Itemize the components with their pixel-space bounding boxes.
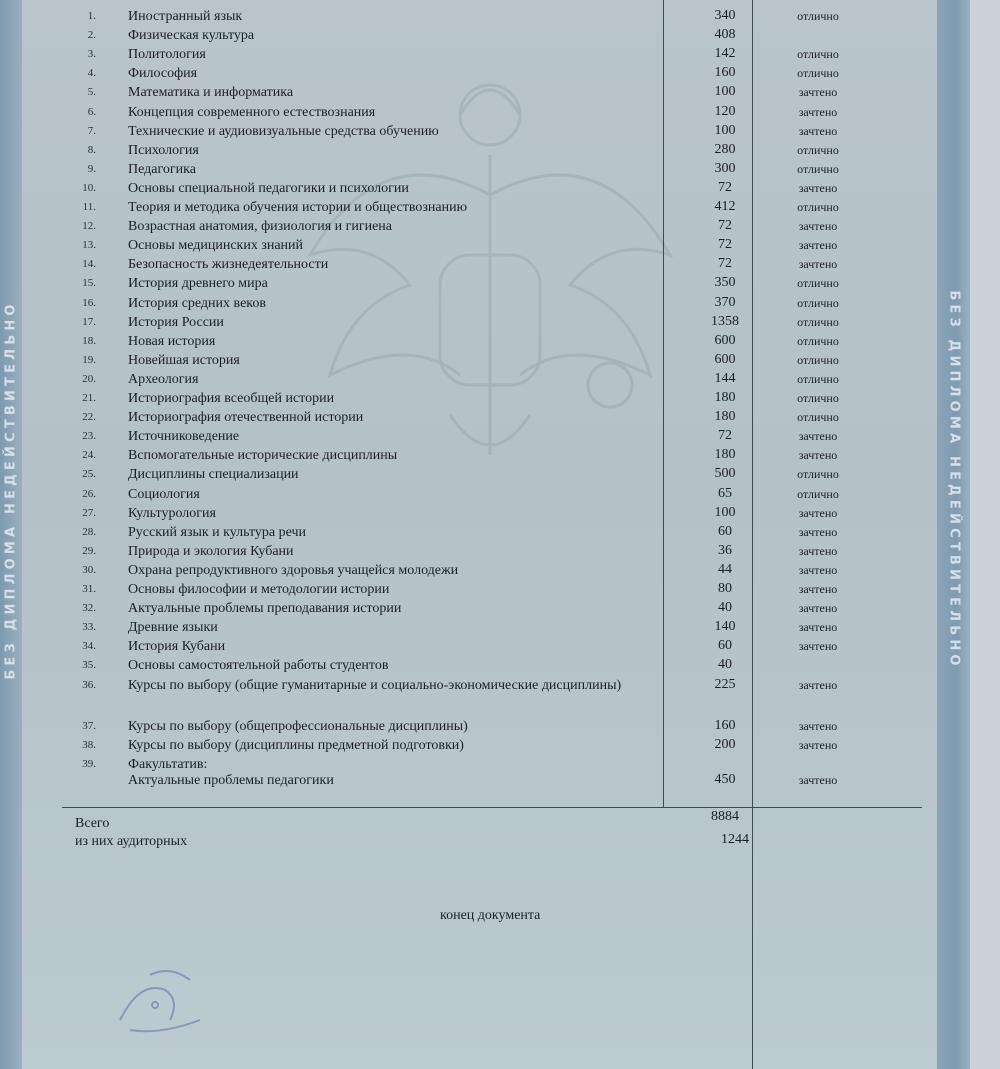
table-row (0, 65, 937, 84)
row-number: 1. (87, 10, 96, 22)
table-row (0, 505, 937, 524)
row-number: 36. (82, 678, 96, 691)
course-grade: отлично (797, 161, 839, 176)
course-title: Педагогика (128, 161, 196, 177)
course-grade: отлично (797, 352, 839, 367)
course-hours: 300 (714, 160, 736, 176)
table-row (0, 199, 937, 218)
row-number: 22. (82, 411, 96, 424)
course-title: Новая история (128, 333, 216, 349)
course-title: История России (128, 314, 224, 330)
course-title: Философия (128, 66, 198, 82)
course-grade: отлично (797, 200, 839, 214)
row-number: 14. (82, 258, 96, 271)
table-row (0, 123, 937, 142)
course-grade: зачтено (798, 123, 838, 138)
course-grade: отлично (797, 467, 839, 482)
table-row (0, 524, 937, 543)
end-of-document: конец документа (440, 908, 541, 923)
table-row (0, 256, 937, 275)
table-bottom-rule (62, 807, 922, 808)
table-row (0, 275, 937, 294)
course-hours: 60 (718, 638, 732, 654)
course-grade: зачтено (798, 562, 838, 577)
course-title: Физическая культура (128, 28, 255, 44)
table-row (0, 352, 937, 371)
course-grade: зачтено (798, 582, 838, 596)
row-number: 37. (82, 719, 96, 732)
course-hours: 280 (714, 141, 736, 157)
course-title: Курсы по выбору (общепрофессиональные дисциплины) (128, 718, 468, 734)
course-hours: 72 (718, 256, 732, 272)
row-number: 26. (82, 487, 96, 500)
course-hours: 160 (714, 65, 736, 81)
table-row (0, 581, 937, 600)
course-hours: 120 (714, 103, 736, 119)
stamp-mark (110, 960, 220, 1040)
table-row (0, 84, 937, 103)
course-grade: отлично (797, 295, 839, 310)
row-number: 23. (82, 430, 96, 443)
table-row (0, 600, 937, 619)
course-title: Основы медицинских знаний (128, 238, 304, 254)
row-number: 21. (82, 392, 96, 404)
row-number: 4. (87, 67, 96, 80)
table-row (0, 295, 937, 314)
course-title: Факультатив: (128, 756, 208, 772)
row-number: 5. (87, 86, 96, 99)
course-title: Социология (128, 486, 200, 502)
course-grade: зачтено (798, 524, 838, 539)
course-hours: 60 (718, 523, 732, 539)
table-row (0, 447, 937, 466)
row-number: 18. (82, 334, 96, 347)
course-grade: зачтено (798, 180, 838, 195)
row-number: 32. (82, 602, 96, 615)
table-row (0, 218, 937, 237)
course-title: Основы самостоятельной работы студентов (128, 658, 389, 674)
course-hours: 600 (714, 332, 736, 348)
course-title: Археология (128, 371, 199, 387)
course-grade: отлично (797, 333, 839, 348)
row-number: 35. (82, 659, 96, 672)
table-row (0, 333, 937, 352)
table-row (0, 657, 937, 676)
course-title: Основы специальной педагогики и психологии (128, 180, 409, 196)
course-hours: 44 (718, 561, 732, 577)
row-number: 13. (82, 239, 96, 252)
course-grade: зачтено (798, 85, 838, 100)
course-hours: 65 (718, 485, 732, 501)
row-number: 2. (87, 29, 96, 42)
course-hours: 72 (718, 428, 732, 444)
table-row (0, 180, 937, 199)
course-title: Источниковедение (128, 429, 240, 445)
course-hours: 408 (714, 27, 736, 43)
row-number: 19. (82, 353, 96, 366)
course-grade: отлично (797, 410, 839, 425)
elective-hours: 450 (714, 772, 736, 787)
row-number: 33. (82, 621, 96, 634)
table-row (0, 104, 937, 123)
left-watermark-text: БЕЗ ДИПЛОМА НЕДЕЙСТВИТЕЛЬНО (3, 300, 19, 680)
course-title: Актуальные проблемы преподавания истории (128, 601, 402, 617)
table-row (0, 27, 937, 46)
classroom-label: из них аудиторных (75, 834, 188, 849)
table-row (0, 677, 937, 696)
row-number: 7. (87, 124, 96, 137)
course-grade: зачтено (798, 737, 838, 752)
course-title: Психология (128, 142, 199, 158)
right-margin (970, 0, 1000, 1069)
table-row (0, 371, 937, 390)
course-title: Историография всеобщей истории (128, 391, 335, 406)
course-grade: зачтено (798, 257, 838, 272)
elective-grade: зачтено (798, 773, 838, 787)
row-number: 27. (82, 506, 96, 519)
course-title: Концепция современного естествознания (128, 104, 376, 120)
course-grade: отлично (797, 47, 839, 62)
course-title: Математика и информатика (128, 85, 294, 101)
total-label: Всего (75, 816, 110, 831)
course-grade: отлично (797, 142, 839, 157)
course-hours: 36 (718, 542, 732, 558)
course-title: Историография отечественной истории (128, 410, 364, 426)
course-title: Древние языки (128, 620, 218, 636)
table-row (0, 619, 937, 638)
course-title: Безопасность жизнедеятельности (128, 257, 329, 273)
table-row (0, 638, 937, 657)
row-number: 17. (82, 315, 96, 328)
course-grade: зачтено (798, 429, 838, 444)
row-number: 6. (87, 105, 96, 118)
course-hours: 144 (714, 370, 736, 386)
course-hours: 225 (714, 676, 736, 692)
course-title: Охрана репродуктивного здоровья учащейся молодежи (128, 562, 459, 578)
row-number: 31. (82, 583, 96, 595)
course-hours: 100 (714, 84, 736, 100)
row-number: 10. (82, 181, 96, 194)
row-number: 38. (82, 738, 96, 751)
table-row (0, 718, 937, 737)
right-watermark-text: БЕЗ ДИПЛОМА НЕДЕЙСТВИТЕЛЬНО (946, 290, 962, 670)
course-grade: отлично (797, 314, 839, 329)
course-grade: зачтено (798, 601, 838, 616)
table-row (0, 543, 937, 562)
course-hours: 40 (718, 600, 732, 616)
course-title: Новейшая история (128, 352, 240, 368)
course-grade: отлично (797, 9, 839, 23)
course-title: Технические и аудиовизуальные средства обучению (128, 123, 439, 139)
course-hours: 180 (714, 390, 736, 405)
elective-title: Актуальные проблемы педагогики (128, 773, 334, 788)
course-title: Дисциплины специализации (128, 467, 299, 483)
course-grade: зачтено (798, 219, 838, 234)
row-number: 15. (82, 277, 96, 290)
course-grade: зачтено (798, 677, 838, 692)
course-hours: 100 (714, 122, 736, 138)
course-hours: 160 (714, 717, 736, 733)
course-hours: 1358 (711, 313, 739, 329)
course-hours: 100 (714, 504, 736, 520)
course-hours: 370 (714, 294, 736, 310)
course-title: Культурология (128, 505, 216, 521)
course-hours: 600 (714, 351, 736, 367)
row-number: 29. (82, 544, 96, 557)
course-title: История Кубани (128, 639, 226, 655)
table-row (0, 562, 937, 581)
course-grade: отлично (797, 391, 839, 405)
course-hours: 340 (714, 8, 736, 23)
course-title: История древнего мира (128, 276, 268, 292)
course-title: Вспомогательные исторические дисциплины (128, 448, 398, 464)
elective-row (0, 772, 937, 791)
table-row (0, 237, 937, 256)
table-row (0, 314, 937, 333)
course-hours: 80 (718, 581, 732, 596)
course-title: Теория и методика обучения истории и обществознанию (128, 200, 468, 215)
course-title: Курсы по выбору (дисциплины предметной подготовки) (128, 737, 464, 753)
course-title: Основы философии и методологии истории (128, 582, 390, 597)
course-grade: зачтено (798, 543, 838, 558)
course-hours: 40 (718, 657, 732, 673)
classroom-value: 1244 (721, 832, 749, 847)
course-title: История средних веков (128, 295, 266, 311)
row-number: 11. (82, 201, 96, 213)
row-number: 20. (82, 372, 96, 385)
table-row (0, 161, 937, 180)
row-number: 34. (82, 640, 96, 653)
course-grade: зачтено (798, 104, 838, 119)
row-number: 8. (87, 143, 96, 156)
row-number: 39. (82, 757, 96, 770)
course-title: Природа и экология Кубани (128, 543, 294, 559)
row-number: 30. (82, 563, 96, 576)
table-row (0, 409, 937, 428)
table-row (0, 8, 937, 27)
course-grade: зачтено (798, 718, 838, 733)
course-hours: 140 (714, 619, 736, 635)
table-row (0, 46, 937, 65)
course-hours: 142 (714, 46, 736, 62)
table-row (0, 737, 937, 756)
course-grade: зачтено (798, 238, 838, 253)
course-grade: отлично (797, 371, 839, 386)
table-row (0, 466, 937, 485)
course-grade: зачтено (798, 639, 838, 654)
row-number: 12. (82, 220, 96, 233)
course-grade: отлично (797, 66, 839, 81)
course-title: Иностранный язык (128, 9, 243, 24)
course-grade: отлично (797, 486, 839, 501)
course-hours: 500 (714, 466, 736, 482)
row-number: 3. (87, 48, 96, 61)
course-hours: 350 (714, 275, 736, 291)
row-number: 25. (82, 468, 96, 481)
row-number: 16. (82, 296, 96, 309)
table-row (0, 486, 937, 505)
table-row (0, 428, 937, 447)
course-hours: 412 (714, 199, 736, 214)
course-title: Русский язык и культура речи (128, 524, 307, 540)
course-grade: зачтено (798, 505, 838, 520)
course-grade: отлично (797, 276, 839, 291)
row-number: 24. (82, 449, 96, 462)
table-row (0, 390, 937, 409)
table-row (0, 142, 937, 161)
course-hours: 200 (714, 736, 736, 752)
course-hours: 72 (718, 179, 732, 195)
course-title: Политология (128, 47, 206, 63)
row-number: 9. (87, 162, 96, 175)
course-hours: 72 (718, 218, 732, 234)
row-number: 28. (82, 525, 96, 538)
course-grade: зачтено (798, 620, 838, 635)
course-title: Возрастная анатомия, физиология и гигиена (128, 219, 393, 235)
course-hours: 180 (714, 447, 736, 463)
course-hours: 72 (718, 237, 732, 253)
course-hours: 180 (714, 409, 736, 425)
course-title: Курсы по выбору (общие гуманитарные и социально-экономические дисциплины) (128, 677, 622, 693)
total-value: 8884 (711, 809, 739, 824)
course-grade: зачтено (798, 448, 838, 463)
